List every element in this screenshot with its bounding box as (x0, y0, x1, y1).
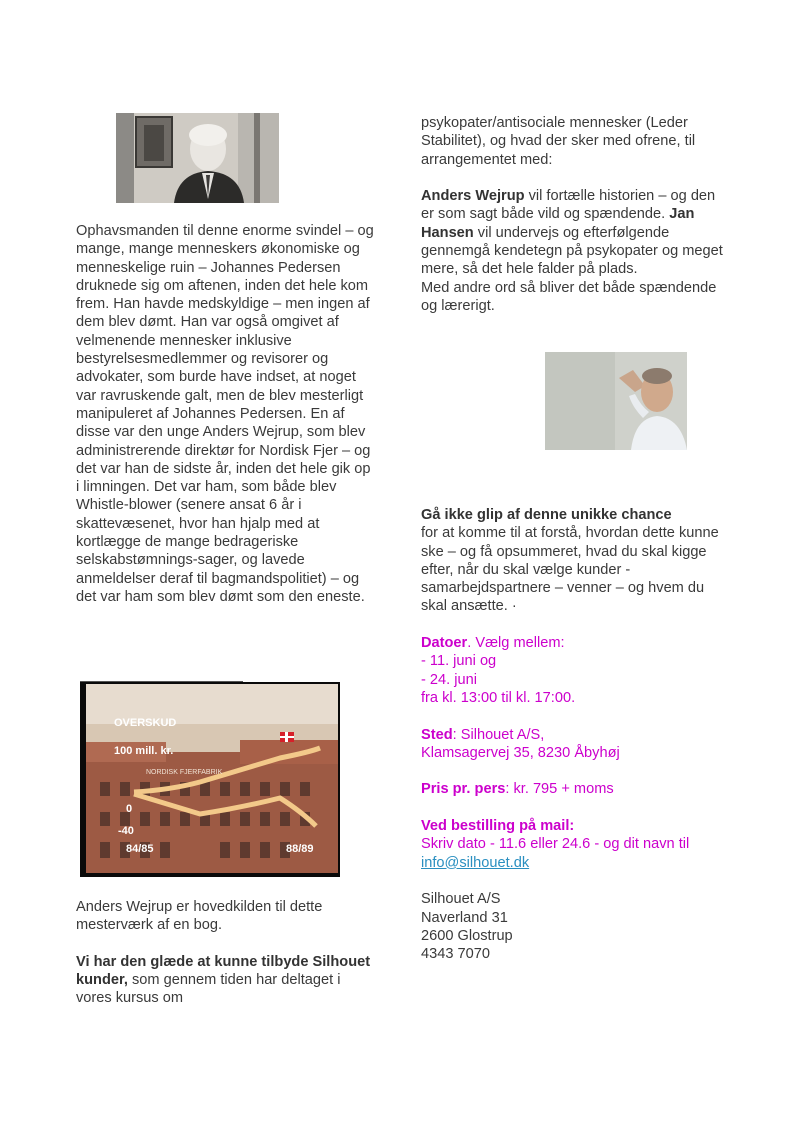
tv-tick-negative: -40 (118, 825, 134, 837)
speaker-name-hansen: Jan Hansen (421, 206, 695, 241)
date-option-2: - 24. juni (421, 671, 477, 688)
speakers-text-a: vil fortælle historien – og den er som sagt både vild og spændende. (421, 188, 716, 223)
dates-intro: . Vælg mellem: (467, 635, 565, 652)
summary-paragraph: Med andre ord så bliver det både spændende og lærerigt. (421, 279, 717, 314)
tv-label-overskud: OVERSKUD (114, 717, 177, 729)
price-label: Pris pr. pers (421, 781, 506, 798)
dates-block (421, 634, 726, 707)
right-column-top (421, 114, 726, 315)
story-paragraph: Ophavsmanden til denne enorme svindel – og mange, mange menneskers økonomiske og menneskelige ruin – Johannes Pedersen druknede sig om aftenen, inden det hele kom frem. Han havde medskyldige – men ingen af dem blev dømt. Han var også omgivet af velmenende mennesker inklusive bestyrelsesmedlemmer og revisorer og advokater, som burde have indset, at noget var ravruskende galt, men de blev mesterligt manipuleret af Johannes Pedersen. En af disse var den unge Anders Wejrup, som blev administrerende direktør for Nordisk Fjer – og det var han de sidste år, inden det hele gik op i limningen. Det var ham, som både blev Whistle-blower (senere ansat 6 år i skattevæsenet, hvor han hjalp med at kortlægge de mange bedrageriske selskabstømnings-sager, og lavede anmeldelser deraf til bagmandspolitiet) – og det var ham som blev dømt som den eneste. (76, 223, 374, 605)
place-address: Klamsagervej 35, 8230 Åbyhøj (421, 744, 620, 761)
source-paragraph: Anders Wejrup er hovedkilden til dette mesterværk af en bog. (76, 899, 323, 934)
company-city: 2600 Glostrup (421, 927, 513, 944)
left-column-lower (76, 898, 376, 1008)
order-text: Skriv dato - 11.6 eller 24.6 - og dit navn til (421, 836, 690, 853)
offer-rest-text: som gennem tiden har deltaget i vores kursus om (76, 972, 341, 1007)
tv-label-value: 100 mill. kr. (114, 745, 174, 757)
time-range: fra kl. 13:00 til kl. 17:00. (421, 689, 576, 706)
right-column-bottom (421, 506, 726, 963)
place-label: Sted (421, 726, 453, 743)
cta-paragraph (421, 506, 726, 616)
left-column (76, 222, 376, 606)
intro-paragraph: psykopater/antisociale mennesker (Leder Stabilitet), og hvad der sker med ofrene, til arrangementet med: (421, 115, 696, 168)
company-phone: 4343 7070 (421, 946, 490, 963)
speakers-text-b: vil undervejs og efterfølgende gennemgå kendetegn på psykopater og meget mere, så det hele falder på plads. (421, 224, 723, 278)
tv-year-left: 84/85 (126, 843, 154, 855)
order-block (421, 817, 726, 872)
speakers-paragraph (421, 187, 726, 278)
tv-still-chart-photo (80, 682, 340, 877)
company-name: Silhouet A/S (421, 891, 501, 908)
company-street: Naverland 31 (421, 909, 508, 926)
email-link[interactable]: info@silhouet.dk (421, 854, 530, 871)
date-option-1: - 11. juni og (421, 653, 497, 670)
order-label: Ved bestilling på mail: (421, 818, 575, 835)
cta-text: for at komme til at forstå, hvordan dette kunne ske – og få opsummeret, hvad du skal kigge efter, når du skal vælge kunder - samarbejdspartnere – venner – og hvem du skal ansætte. · (421, 525, 719, 615)
place-block (421, 726, 726, 763)
tv-sign: NORDISK FJERFABRIK (146, 769, 223, 776)
portrait-photo-pedersen (116, 113, 279, 203)
speaker-name-wejrup: Anders Wejrup (421, 188, 525, 205)
price-value: : kr. 795 + moms (505, 781, 614, 798)
cta-heading: Gå ikke glip af denne unikke chance (421, 507, 672, 523)
offer-bold-text: Vi har den glæde at kunne tilbyde Silhouet kunder, (76, 953, 371, 989)
dates-label: Datoer (421, 635, 468, 652)
tv-year-right: 88/89 (286, 843, 314, 855)
price-block (421, 780, 726, 798)
place-name: : Silhouet A/S, (452, 726, 545, 743)
portrait-photo-hansen (545, 352, 687, 450)
offer-paragraph (76, 953, 376, 1008)
address-block (421, 890, 726, 963)
tv-tick-zero: 0 (126, 803, 133, 815)
